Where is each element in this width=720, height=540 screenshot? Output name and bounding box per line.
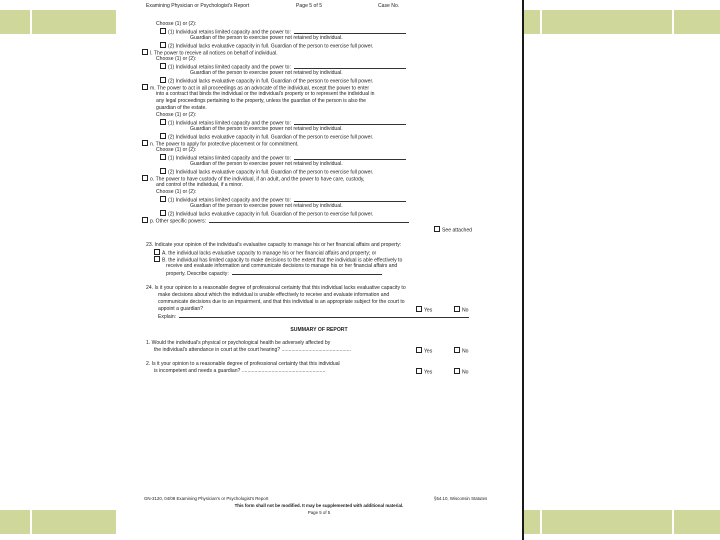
form-line-text: (1) Individual retains limited capacity and the power to:: [168, 155, 291, 162]
form-line-text: m. The power to act in all proceedings as an advocate of the individual, except the power to enter: [150, 85, 370, 92]
no-checkbox[interactable]: [454, 306, 460, 312]
checkbox[interactable]: [160, 28, 166, 34]
form-line-text: (2) Individual lacks evaluative capacity in full. Guardian of the person to exercise full power.: [168, 211, 374, 218]
footer-page-number: Page 5 of 5: [307, 510, 331, 515]
footer-form-id: GN-3120, 04/08 Examining Physician's or Psychologist's Report: [144, 496, 269, 501]
form-line: [156, 91, 374, 97]
form-line: [190, 203, 343, 209]
form-line: [434, 226, 472, 234]
checkbox[interactable]: [160, 119, 166, 125]
header-page-number: Page 5 of 5: [296, 3, 323, 9]
no-checkbox[interactable]: [454, 368, 460, 374]
form-line-text: (1) Individual retains limited capacity and the power to:: [168, 197, 291, 204]
form-line-text: appoint a guardian?: [158, 306, 204, 312]
form-line-text: Guardian of the person to exercise power not retained by individual.: [190, 126, 343, 132]
footer-notice: This form shall not be modified. It may be supplemented with additional material.: [234, 503, 404, 508]
form-line-text: (2) Individual lacks evaluative capacity in full. Guardian of the person to exercise full power.: [168, 43, 374, 50]
checkbox[interactable]: [160, 133, 166, 139]
yes-label: Yes: [424, 348, 433, 355]
form-line-text: Guardian of the person to exercise power not retained by individual.: [190, 35, 343, 41]
form-line: [116, 327, 522, 333]
form-line-text: Choose (1) or (2):: [156, 112, 197, 118]
form-line-text: (1) Individual retains limited capacity and the power to:: [168, 64, 291, 71]
form-line-text: A. the individual lacks evaluative capacity to manage his or her financial affairs and property; or: [162, 250, 377, 257]
form-line-text: Choose (1) or (2):: [156, 56, 197, 62]
no-option[interactable]: [454, 368, 469, 376]
fill-in-blank[interactable]: [179, 313, 469, 318]
form-line: [156, 21, 196, 27]
form-line-text: communicate decisions due to an impairment, and that this individual is an appropriate subject for the court to: [158, 299, 405, 305]
form-line: [146, 285, 406, 291]
no-label: No: [462, 348, 469, 355]
fill-in-blank[interactable]: [232, 270, 382, 275]
form-line: [190, 35, 343, 41]
fill-in-blank[interactable]: [294, 64, 406, 69]
yes-checkbox[interactable]: [416, 368, 422, 374]
form-line-text: the individual's attendance in court at the court hearing? .................................................: [154, 347, 351, 353]
form-line-text: into a contract that binds the individual or the individual's property or to represent the individual in: [156, 91, 375, 97]
form-line: [156, 105, 207, 111]
form-line-text: Guardian of the person to exercise power not retained by individual.: [190, 203, 343, 209]
slide-divider: [540, 0, 542, 540]
form-line: [190, 70, 343, 76]
form-line-text: (2) Individual lacks evaluative capacity in full. Guardian of the person to exercise full power.: [168, 78, 374, 85]
checkbox[interactable]: [142, 175, 148, 181]
checkbox[interactable]: [154, 249, 160, 255]
form-line: [146, 361, 340, 367]
form-line: [158, 299, 405, 305]
checkbox[interactable]: [142, 49, 148, 55]
yes-option[interactable]: [416, 368, 432, 376]
form-line-text: (2) Individual lacks evaluative capacity in full. Guardian of the person to exercise full power.: [168, 134, 374, 141]
slide-divider: [672, 0, 674, 540]
form-line-text: 1. Would the individual's physical or psychological health be adversely affected by: [146, 340, 331, 346]
form-line-text: is incompetent and needs a guardian? ...........................................................: [154, 368, 326, 374]
yes-label: Yes: [424, 369, 433, 376]
form-line: [142, 217, 409, 225]
form-line: [156, 182, 243, 188]
form-line-text: receive and evaluate information and communicate decisions to manage his or her financial affairs and: [166, 263, 398, 269]
yes-checkbox[interactable]: [416, 347, 422, 353]
form-line: [166, 270, 382, 277]
checkbox[interactable]: [160, 196, 166, 202]
form-line-text: Choose (1) or (2):: [156, 147, 197, 153]
form-line-text: and control of the individual, if a minor.: [156, 182, 243, 188]
form-line-text: 24. Is it your opinion to a reasonable degree of professional certainty that this individual lacks evaluative capacity to: [146, 285, 406, 291]
form-line: [166, 263, 397, 269]
form-line: [156, 147, 196, 153]
no-option[interactable]: [454, 347, 469, 355]
form-line-text: make decisions about which the individual is unable effectively to receive and evaluate information and: [158, 292, 390, 298]
form-line: [156, 112, 196, 118]
fill-in-blank[interactable]: [294, 197, 406, 202]
checkbox[interactable]: [142, 84, 148, 90]
form-line-text: 23. Indicate your opinion of the individual's evaluative capacity to manage his or her financial affairs and property:: [146, 242, 402, 248]
checkbox[interactable]: [160, 210, 166, 216]
yes-label: Yes: [424, 307, 433, 314]
page-header: [146, 3, 514, 10]
header-case-number: Case No.: [378, 3, 400, 9]
fill-in-blank[interactable]: [294, 120, 406, 125]
checkbox[interactable]: [160, 42, 166, 48]
fill-in-blank[interactable]: [209, 218, 409, 223]
form-line: [190, 126, 343, 132]
form-line-text: B. the individual has limited capacity to make decisions to the extent that the individual is able effectively to: [162, 257, 403, 264]
yes-option[interactable]: [416, 347, 432, 355]
form-line-text: any legal proceedings pertaining to the property, unless the guardian of the person is also the: [156, 98, 367, 104]
form-page: [116, 0, 522, 540]
form-line-text: guardian of the estate.: [156, 105, 207, 111]
form-line: [190, 161, 343, 167]
footer-statute: §54.10, Wisconsin Statutes: [434, 496, 488, 501]
form-line-text: SUMMARY OF REPORT: [290, 327, 348, 333]
form-line: [158, 292, 389, 298]
checkbox[interactable]: [142, 217, 148, 223]
checkbox[interactable]: [142, 140, 148, 146]
form-line: [156, 98, 366, 104]
checkbox[interactable]: [434, 226, 440, 232]
form-line-text: 2. Is it your opinion to a reasonable degree of professional certainty that this individual: [146, 361, 340, 367]
form-line-text: o. The power to have custody of the individual, if an adult, and the power to have care, custody,: [150, 176, 365, 183]
header-title: Examining Physician or Psychologist's Report: [146, 3, 250, 9]
form-line: [156, 189, 196, 195]
form-line: [154, 347, 351, 353]
checkbox[interactable]: [160, 77, 166, 83]
form-line-text: Guardian of the person to exercise power not retained by individual.: [190, 70, 343, 76]
form-line-text: (1) Individual retains limited capacity and the power to:: [168, 29, 291, 36]
checkbox[interactable]: [160, 154, 166, 160]
form-line-text: Explain:: [158, 314, 177, 320]
checkbox[interactable]: [154, 256, 160, 262]
yes-checkbox[interactable]: [416, 306, 422, 312]
form-line-text: (1) Individual retains limited capacity and the power to:: [168, 120, 291, 127]
form-line-text: Guardian of the person to exercise power not retained by individual.: [190, 161, 343, 167]
form-line-text: See attached: [442, 227, 473, 234]
no-label: No: [462, 369, 469, 376]
checkbox[interactable]: [160, 168, 166, 174]
form-line: [154, 368, 325, 374]
form-line-text: (2) Individual lacks evaluative capacity in full. Guardian of the person to exercise full power.: [168, 169, 374, 176]
form-line: [146, 242, 401, 248]
form-line-text: p. Other specific powers:: [150, 218, 207, 225]
no-checkbox[interactable]: [454, 347, 460, 353]
form-line-text: Choose (1) or (2):: [156, 189, 197, 195]
no-label: No: [462, 307, 469, 314]
form-line-text: l. The power to receive all notices on behalf of individual.: [150, 50, 278, 57]
slide-divider: [30, 0, 32, 540]
form-line-text: Choose (1) or (2):: [156, 21, 197, 27]
fill-in-blank[interactable]: [294, 155, 406, 160]
form-line: [158, 306, 203, 312]
form-line: [158, 313, 469, 320]
form-line: [146, 340, 330, 346]
form-line-text: property. Describe capacity:: [166, 271, 229, 277]
fill-in-blank[interactable]: [294, 29, 406, 34]
form-line: [156, 56, 196, 62]
checkbox[interactable]: [160, 63, 166, 69]
form-line-text: n. The power to apply for protective placement or for commitment.: [150, 141, 299, 148]
